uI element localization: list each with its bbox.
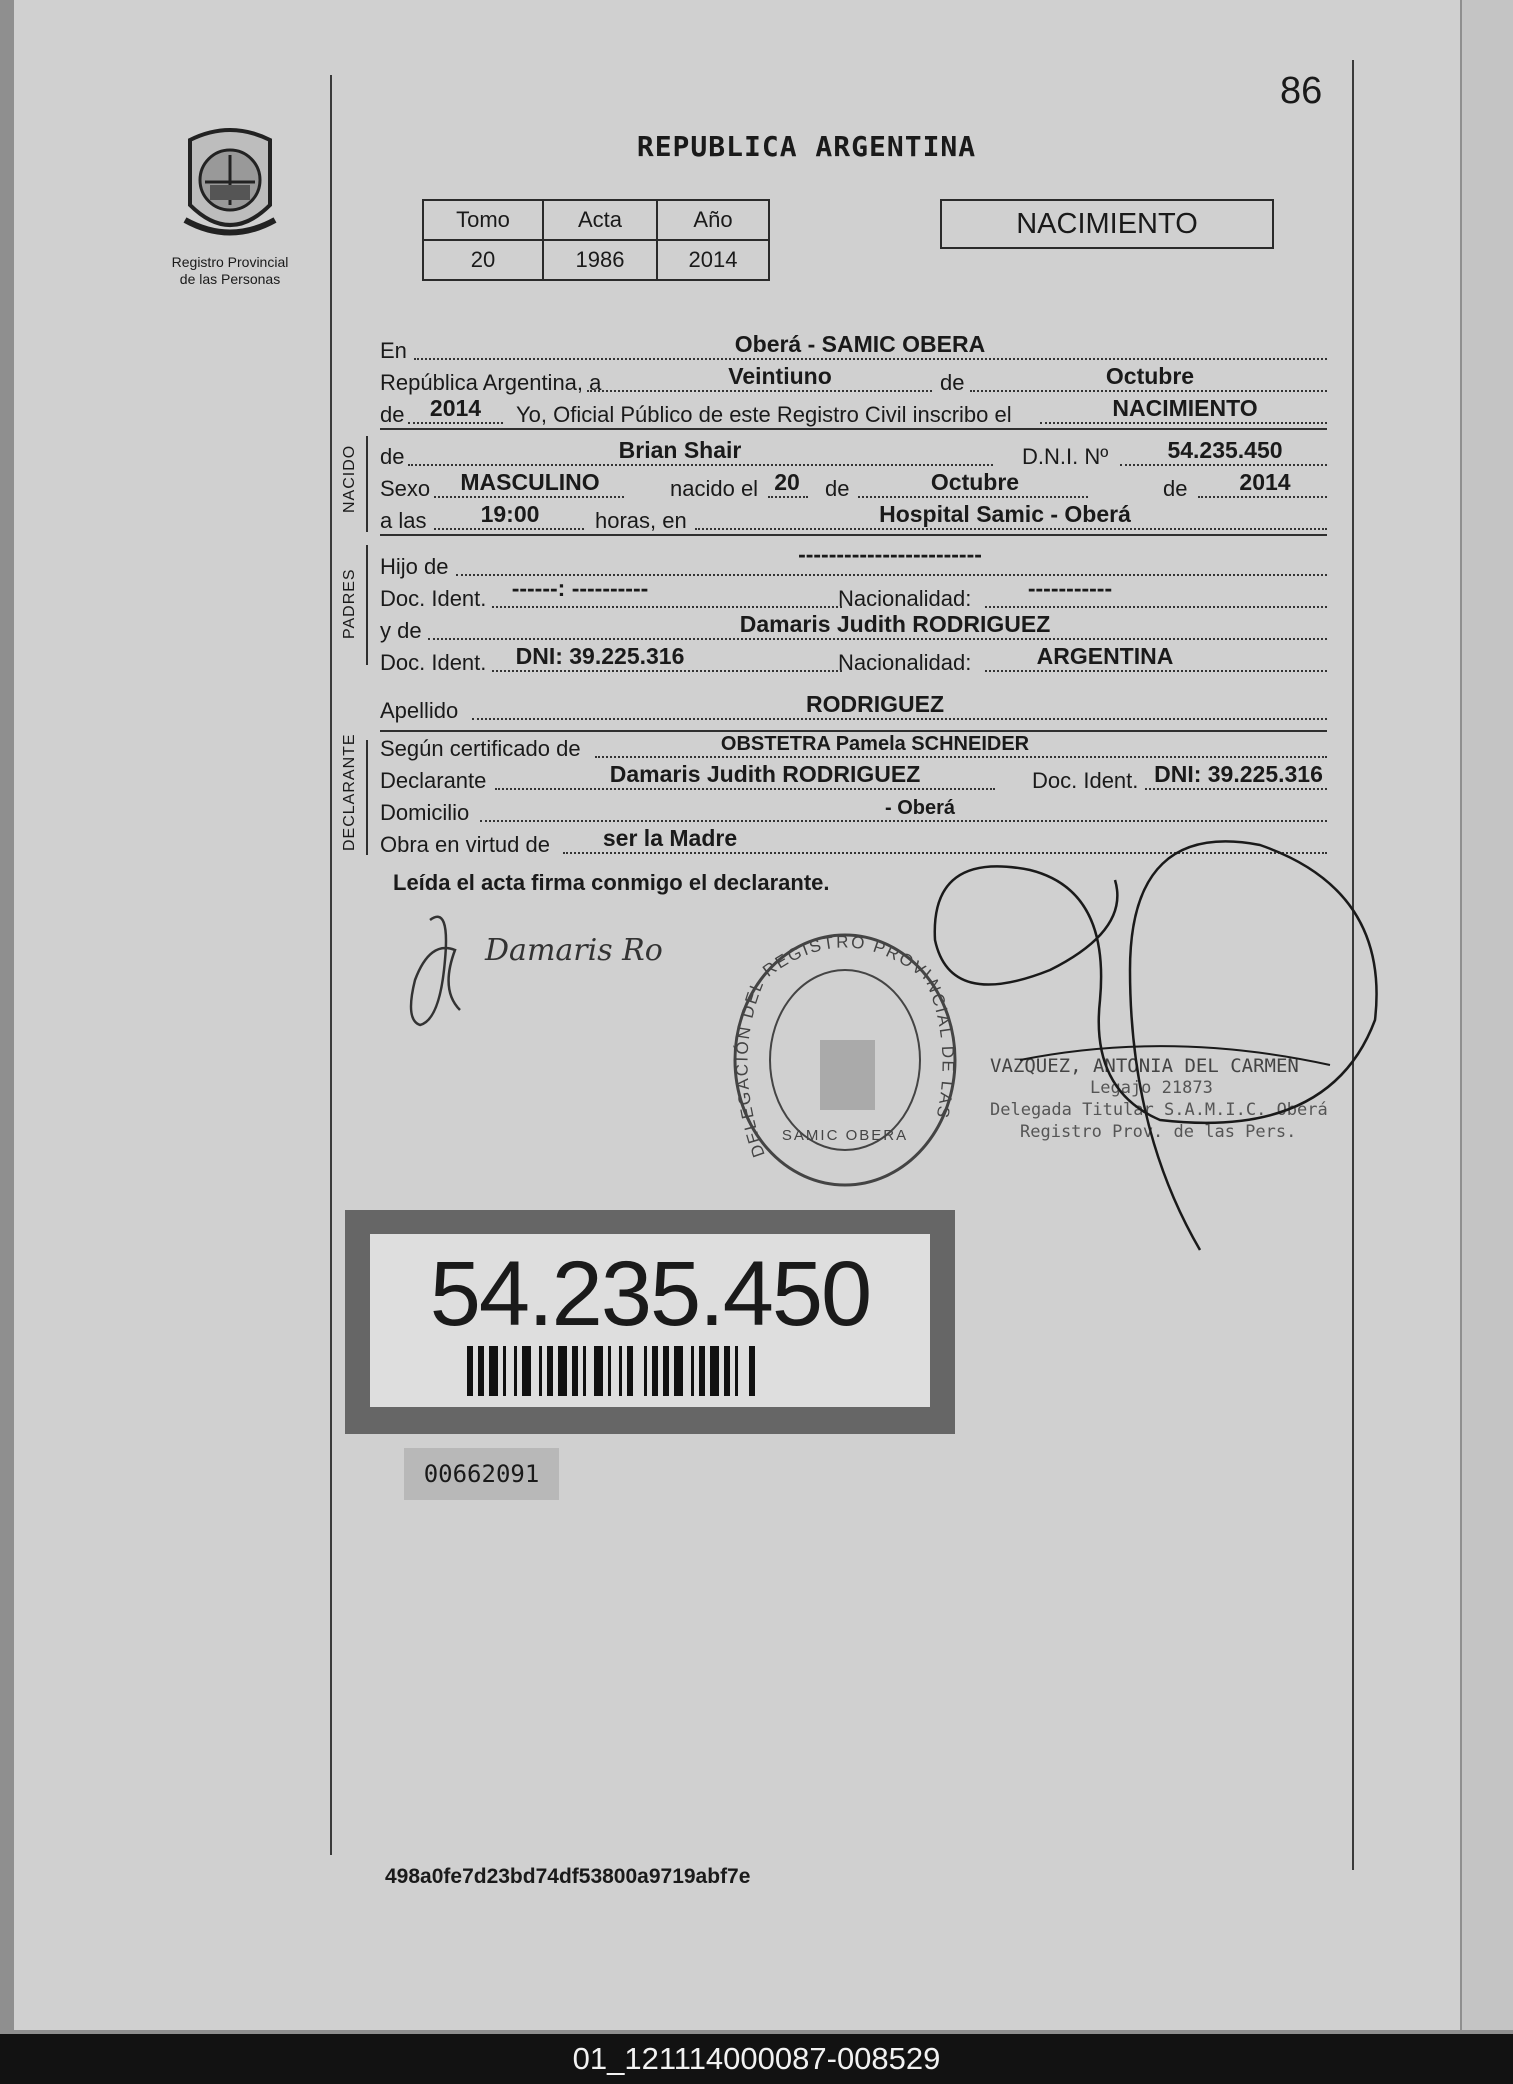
label-domicilio: Domicilio — [380, 800, 470, 825]
birth-day: 20 — [774, 469, 800, 495]
row-apellido — [380, 691, 1327, 724]
act-type-box: NACIMIENTO — [940, 199, 1274, 249]
label-a-las: a las — [380, 508, 427, 533]
label-hijo-de: Hijo de — [380, 554, 449, 579]
child-name: Brian Shair — [618, 437, 742, 463]
year-value: 2014 — [429, 395, 482, 421]
domicilio-value: - Oberá — [884, 797, 956, 819]
officer-signature — [930, 830, 1400, 1260]
officer-registry: Registro Prov. de las Pers. — [1020, 1122, 1297, 1142]
label-de-nacido: de — [380, 444, 405, 469]
label-declarante: Declarante — [380, 768, 487, 793]
certificado-value: OBSTETRA Pamela SCHNEIDER — [720, 733, 1030, 755]
divider — [380, 534, 1327, 536]
tomo-value: 20 — [423, 240, 543, 280]
child-dni: 54.235.450 — [1167, 437, 1283, 463]
day-value: Veintiuno — [728, 363, 832, 389]
acta-value: 1986 — [543, 240, 657, 280]
document-hash: 498a0fe7d23bd74df53800a9719abf7e — [385, 1865, 751, 1888]
label-inscribo: Yo, Oficial Público de este Registro Civil inscribo el — [516, 402, 1012, 427]
padres-bar — [366, 545, 368, 665]
tomo-header: Tomo — [423, 200, 543, 240]
birth-month: Octubre — [930, 469, 1020, 495]
svg-text:Damaris Ro: Damaris Ro — [485, 933, 663, 968]
mother-name: Damaris Judith RODRIGUEZ — [739, 611, 1051, 637]
anio-value: 2014 — [657, 240, 769, 280]
label-nac-mother: Nacionalidad: — [838, 650, 972, 675]
scan-footer-id: 01_121114000087-008529 — [0, 2034, 1513, 2084]
label-y-de: y de — [380, 618, 422, 643]
row-certificado — [380, 732, 1327, 762]
label-sexo: Sexo — [380, 476, 431, 501]
label-nac-father: Nacionalidad: — [838, 586, 972, 611]
row-y-de — [380, 611, 1327, 644]
document-title: REPUBLICA ARGENTINA — [636, 130, 977, 163]
acta-header: Acta — [543, 200, 657, 240]
apellido-value: RODRIGUEZ — [806, 691, 944, 717]
label-obra: Obra en virtud de — [380, 832, 550, 857]
mother-nationality: ARGENTINA — [1036, 643, 1174, 669]
mother-doc: DNI: 39.225.316 — [515, 643, 685, 669]
label-nacido-el: nacido el — [670, 476, 759, 501]
barcode-bars — [467, 1346, 833, 1396]
logo-caption-line1: Registro Provincial — [171, 254, 289, 270]
father-name: ------------------------ — [798, 541, 982, 567]
officer-name: VAZQUEZ, ANTONIA DEL CARMEN — [990, 1055, 1299, 1077]
declarante-label: DECLARANTE — [341, 733, 358, 851]
sexo-value: MASCULINO — [460, 469, 600, 495]
registry-table — [422, 199, 770, 281]
month-value: Octubre — [1105, 363, 1195, 389]
label-doc-mother: Doc. Ident. — [380, 650, 487, 675]
label-doc-declarante: Doc. Ident. — [1032, 768, 1139, 793]
birth-year: 2014 — [1239, 469, 1291, 495]
row-hora — [380, 501, 1327, 534]
label-doc-father: Doc. Ident. — [380, 586, 487, 611]
label-apellido: Apellido — [380, 698, 459, 723]
label-horas-en: horas, en — [595, 508, 687, 533]
declarante-doc: DNI: 39.225.316 — [1154, 761, 1323, 787]
officer-role: Delegada Titular S.A.M.I.C. Oberá — [990, 1100, 1328, 1120]
row-mother-doc — [380, 643, 1327, 676]
father-doc: ------: ---------- — [511, 575, 649, 601]
label-republica: República Argentina, a — [380, 370, 602, 395]
registry-stamp — [725, 925, 965, 1195]
row-father-doc — [380, 575, 1327, 612]
label-de2: de — [380, 402, 405, 427]
father-nationality: ----------- — [1027, 575, 1113, 601]
left-margin-line — [330, 75, 332, 1855]
row-en — [380, 331, 1327, 364]
svg-text:SAMIC OBERA: SAMIC OBERA — [781, 1127, 909, 1144]
svg-text:DELEGACIÓN DEL REGISTRO PROVIN: DELEGACIÓN DEL REGISTRO PROVINCIAL DE LAS — [732, 932, 958, 1160]
closing-statement: Leída el acta firma conmigo el declarante. — [393, 870, 830, 895]
label-en: En — [380, 338, 407, 363]
label-de-month: de — [1163, 476, 1188, 501]
serial-number: 00662091 — [404, 1448, 559, 1500]
inscribo-value: NACIMIENTO — [1112, 395, 1258, 421]
birth-place: Hospital Samic - Oberá — [879, 501, 1131, 527]
barcode-block — [345, 1210, 955, 1434]
obra-value: ser la Madre — [602, 825, 738, 851]
padres-label: PADRES — [341, 568, 358, 639]
nacido-bar — [366, 436, 368, 532]
label-de-day: de — [825, 476, 850, 501]
row-sexo — [380, 469, 1327, 502]
declarante-value: Damaris Judith RODRIGUEZ — [609, 761, 921, 787]
logo-caption-line2: de las Personas — [179, 271, 281, 287]
label-de: de — [940, 370, 965, 395]
label-certificado: Según certificado de — [380, 736, 581, 761]
barcode-panel — [370, 1234, 930, 1407]
row-republica — [380, 363, 1327, 396]
divider — [380, 428, 1327, 430]
next-page-edge — [1462, 0, 1513, 2030]
row-nacido-name — [380, 437, 1327, 470]
row-declarante — [380, 761, 1327, 794]
nacido-label: NACIDO — [341, 444, 358, 513]
officer-legajo: Legajo 21873 — [1090, 1078, 1213, 1098]
declarante-bar — [366, 740, 368, 855]
row-domicilio — [380, 796, 1327, 826]
declarant-signature — [400, 900, 740, 1040]
page-number: 86 — [1280, 70, 1323, 112]
place-value: Oberá - SAMIC OBERA — [734, 331, 986, 357]
row-year — [380, 395, 1327, 428]
birth-hour: 19:00 — [480, 501, 540, 527]
label-dni: D.N.I. Nº — [1022, 444, 1109, 469]
barcode-number: 54.235.450 — [429, 1243, 871, 1345]
anio-header: Año — [657, 200, 769, 240]
